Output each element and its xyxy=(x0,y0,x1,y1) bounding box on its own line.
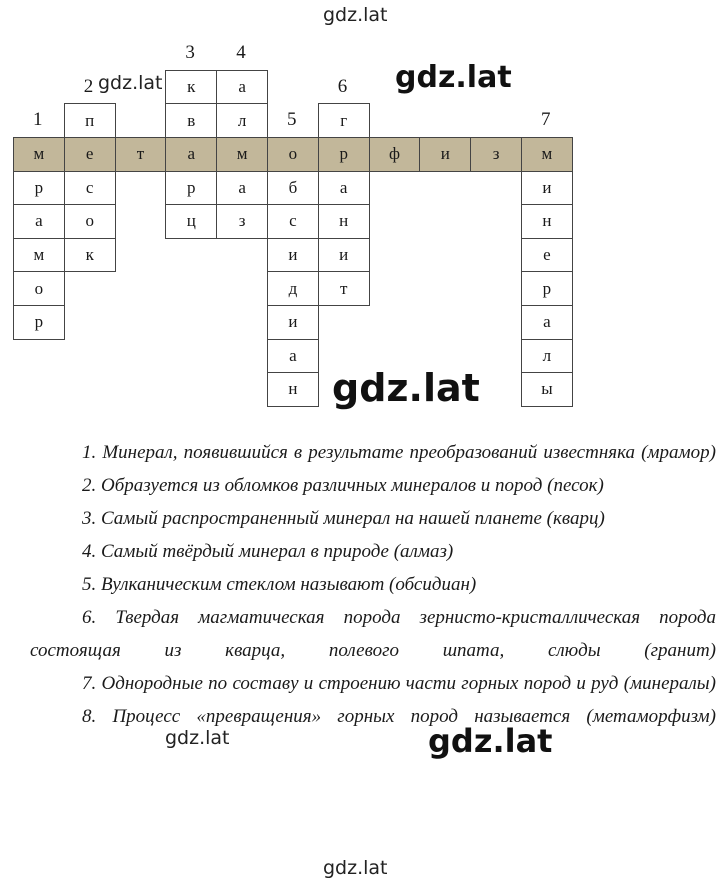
watermark-grid-left: gdz.lat xyxy=(98,72,163,94)
grid-cell: ц xyxy=(165,204,217,239)
grid-cell: з xyxy=(216,204,268,239)
word-number-2: 2 xyxy=(83,75,94,97)
grid-cell: и xyxy=(267,305,319,340)
word-number-1: 1 xyxy=(33,109,43,131)
grid-cell: с xyxy=(64,171,116,206)
watermark-grid-center: gdz.lat xyxy=(332,366,480,410)
highlight-cell: р xyxy=(318,137,370,172)
highlight-cell: ф xyxy=(369,137,421,172)
grid-cell: р xyxy=(165,171,217,206)
grid-cell: р xyxy=(13,305,65,340)
highlight-cell: и xyxy=(419,137,471,172)
grid-cell: л xyxy=(521,339,573,374)
grid-cell: ы xyxy=(521,372,573,407)
clue-5: 5. Вулканическим стеклом называют (обсидиан) xyxy=(82,574,477,595)
watermark-lower-left: gdz.lat xyxy=(165,727,230,749)
word-number-6: 6 xyxy=(337,75,348,97)
grid-cell: н xyxy=(318,204,370,239)
grid-cell: о xyxy=(13,271,65,306)
highlight-cell: м xyxy=(13,137,65,172)
highlight-cell: а xyxy=(165,137,217,172)
grid-cell: т xyxy=(318,271,370,306)
grid-cell: а xyxy=(13,204,65,239)
word-number-3: 3 xyxy=(185,42,195,64)
highlight-cell: т xyxy=(115,137,167,172)
grid-cell: н xyxy=(521,204,573,239)
grid-cell: л xyxy=(216,103,268,138)
grid-cell: и xyxy=(521,171,573,206)
word-number-5: 5 xyxy=(287,109,297,131)
grid-cell: м xyxy=(13,238,65,273)
grid-cell: а xyxy=(216,171,268,206)
clue-8: 8. Процесс «превращения» горных пород называется (метаморфизм) xyxy=(82,706,716,727)
grid-cell: в xyxy=(165,103,217,138)
grid-cell: к xyxy=(165,70,217,105)
highlight-cell: е xyxy=(64,137,116,172)
highlight-cell: м xyxy=(521,137,573,172)
grid-cell: а xyxy=(267,339,319,374)
highlight-cell: о xyxy=(267,137,319,172)
clue-1: 1. Минерал, появившийся в результате преобразований известняка (мрамор) xyxy=(82,442,716,463)
clue-6: 6. Твердая магматическая порода зернисто-кристаллическая порода состоящая из кварца, полевого шпата, слюды (гранит) xyxy=(30,607,716,661)
grid-cell: а xyxy=(318,171,370,206)
word-number-4: 4 xyxy=(236,42,246,64)
grid-cell: р xyxy=(13,171,65,206)
clue-list xyxy=(30,436,716,733)
grid-cell: г xyxy=(318,103,370,138)
grid-cell: б xyxy=(267,171,319,206)
grid-cell: д xyxy=(267,271,319,306)
word-number-7: 7 xyxy=(541,109,551,131)
clue-7: 7. Однородные по составу и строению части горных пород и руд (минералы) xyxy=(82,673,716,694)
grid-cell: к xyxy=(64,238,116,273)
grid-cell: е xyxy=(521,238,573,273)
highlight-cell: з xyxy=(470,137,522,172)
watermark-grid-right: gdz.lat xyxy=(395,60,512,95)
highlight-cell: м xyxy=(216,137,268,172)
grid-cell: и xyxy=(267,238,319,273)
grid-cell: и xyxy=(318,238,370,273)
watermark-lower-right: gdz.lat xyxy=(428,722,553,760)
grid-cell: а xyxy=(521,305,573,340)
grid-cell: с xyxy=(267,204,319,239)
grid-cell: р xyxy=(521,271,573,306)
watermark-bottom: gdz.lat xyxy=(323,857,388,879)
grid-cell: а xyxy=(216,70,268,105)
clue-3: 3. Самый распространенный минерал на нашей планете (кварц) xyxy=(82,508,605,529)
grid-cell: п xyxy=(64,103,116,138)
clue-2: 2. Образуется из обломков различных минералов и пород (песок) xyxy=(82,475,604,496)
watermark-top: gdz.lat xyxy=(323,4,388,26)
clue-4: 4. Самый твёрдый минерал в природе (алмаз) xyxy=(82,541,454,562)
grid-cell: о xyxy=(64,204,116,239)
grid-cell: н xyxy=(267,372,319,407)
